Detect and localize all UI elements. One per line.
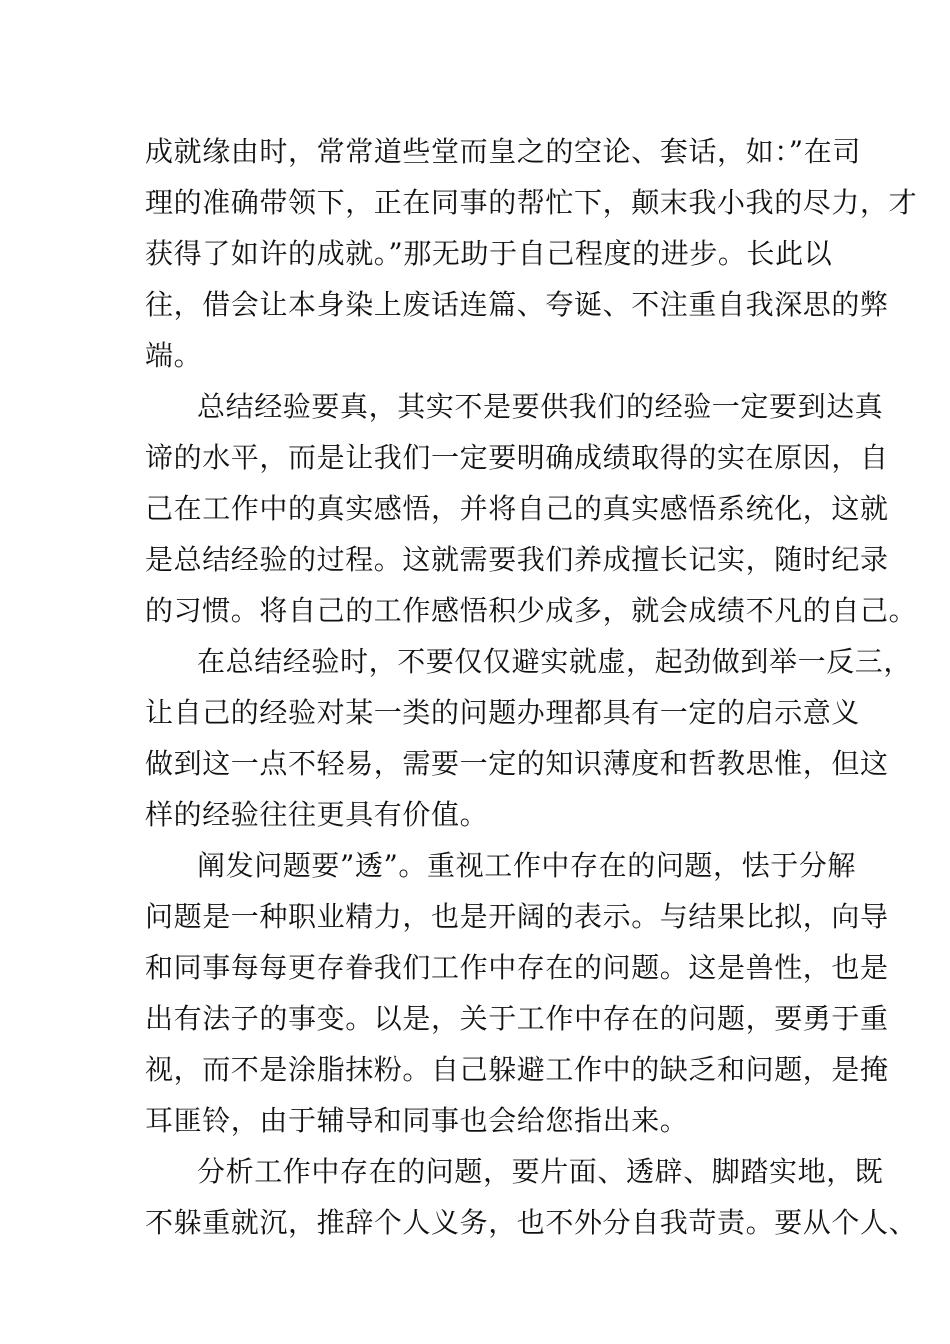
text-line: 是总结经验的过程。这就需要我们养成擅长记实，随时纪录	[145, 543, 889, 576]
paragraph-start-line: 总结经验要真，其实不是要供我们的经验一定要到达真	[197, 390, 884, 423]
document-body	[145, 126, 918, 1248]
text-line: 出有法子的事变。以是，关于工作中存在的问题，要勇于重	[145, 1002, 889, 1035]
text-line: 耳匪铃，由于辅导和同事也会给您指出来。	[145, 1104, 689, 1137]
text-line: 让自己的经验对某一类的问题办理都具有一定的启示意义	[145, 696, 861, 729]
text-line: 和同事每每更存眷我们工作中存在的问题。这是兽性，也是	[145, 951, 889, 984]
text-line: 己在工作中的真实感悟，并将自己的真实感悟系统化，这就	[145, 492, 889, 525]
text-line: 问题是一种职业精力，也是开阔的表示。与结果比拟，向导	[145, 900, 889, 933]
paragraph-start-line: 分析工作中存在的问题，要片面、透辟、脚踏实地，既	[197, 1155, 884, 1188]
text-line: 谛的水平，而是让我们一定要明确成绩取得的实在原因，自	[145, 441, 889, 474]
text-line: 获得了如许的成就。”那无助于自己程度的进步。长此以	[145, 237, 833, 270]
text-line: 往，借会让本身染上废话连篇、夸诞、不注重自我深思的弊	[145, 288, 889, 321]
text-line: 不躲重就沉，推辞个人义务，也不外分自我苛责。要从个人、	[145, 1206, 918, 1239]
text-line: 端。	[145, 339, 203, 372]
text-line: 做到这一点不轻易，需要一定的知识薄度和哲教思惟，但这	[145, 747, 889, 780]
text-line: 视，而不是涂脂抹粉。自己躲避工作中的缺乏和问题，是掩	[145, 1053, 889, 1086]
text-line: 成就缘由时，常常道些堂而皇之的空论、套话，如：”在司	[145, 135, 861, 168]
text-line: 理的准确带领下，正在同事的帮忙下，颠末我小我的尽力，才	[145, 186, 918, 219]
paragraph-start-line: 在总结经验时，不要仅仅避实就虚，起劲做到举一反三，	[197, 645, 913, 678]
text-line: 样的经验往往更具有价值。	[145, 798, 489, 831]
text-line: 的习惯。将自己的工作感悟积少成多，就会成绩不凡的自己。	[145, 594, 918, 627]
paragraph-start-line: 阐发问题要”透”。重视工作中存在的问题，怯于分解	[197, 849, 857, 882]
